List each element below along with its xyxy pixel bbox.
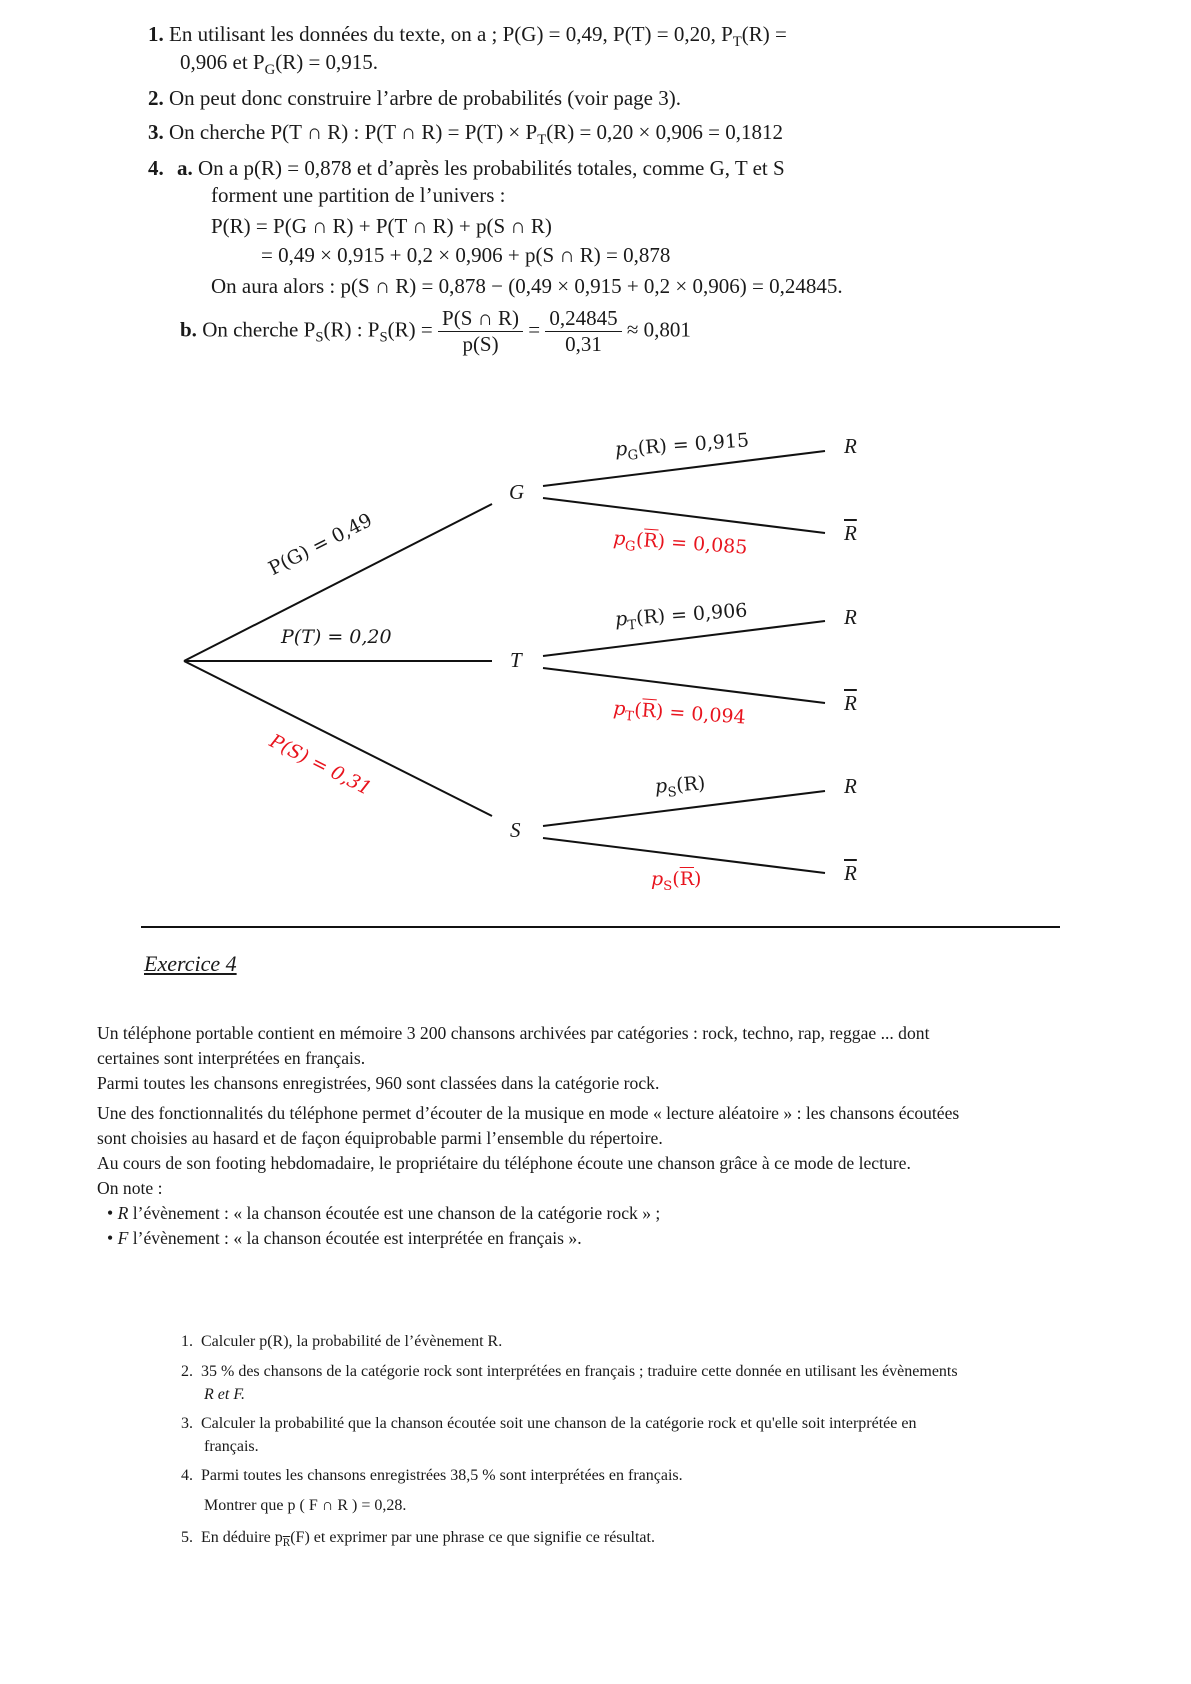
subscript: S	[379, 329, 388, 346]
question-number: 2.	[181, 1363, 193, 1380]
bullet-item: • R l’évènement : « la chanson écoutée est une chanson de la catégorie rock » ;	[107, 1203, 661, 1223]
question-number: 1.	[181, 1333, 193, 1350]
question-text: 35 % des chansons de la catégorie rock sont interprétées en français ; traduire cette donnée en utilisant les évènements	[201, 1363, 958, 1380]
question-text: Calculer p(R), la probabilité de l’évènement R.	[201, 1333, 503, 1350]
node-G: G	[509, 480, 525, 504]
item-text: On peut donc construire l’arbre de probabilités (voir page 3).	[169, 86, 681, 110]
item-text: (R) =	[387, 317, 433, 342]
question-2	[181, 1363, 958, 1381]
item-text: 0,906 et P	[180, 50, 265, 74]
leaf-R: R	[844, 434, 857, 458]
leaf-R-bar: $\overline{R}$	[844, 691, 857, 715]
subscript: R	[282, 1537, 291, 1550]
branch-label-T: P(T) = 0,20	[281, 626, 392, 648]
item-letter: b.	[180, 317, 197, 342]
result: ≈ 0,801	[626, 317, 691, 342]
subscript: S	[315, 329, 324, 346]
paragraph-line: sont choisies au hasard et de façon équiprobable parmi l’ensemble du répertoire.	[97, 1128, 663, 1148]
question-4-line2: Montrer que p ( F ∩ R ) = 0,28.	[204, 1497, 407, 1514]
item-text: (R) : P	[323, 317, 380, 342]
item-text: On cherche P(T ∩ R) : P(T ∩ R) = P(T) × P	[169, 120, 538, 144]
paragraph-line: certaines sont interprétées en français.	[97, 1048, 366, 1068]
item-text-end: (R) = 0,915.	[275, 50, 379, 74]
question-2-line2: R et F.	[204, 1386, 246, 1403]
leaf-R: R	[844, 774, 857, 798]
item-text-end: (R) =	[741, 22, 787, 46]
branch-label-pG-Rbar: $p_G(\overline{R}) = 0,085$	[612, 527, 749, 559]
question-text: Calculer la probabilité que la chanson écoutée soit une chanson de la catégorie rock et qu'elle soit interprétée en	[201, 1415, 917, 1432]
branch-label-pG-R: $p_G(R) = 0,915$	[614, 429, 750, 464]
subscript: G	[264, 62, 276, 79]
fraction-1: $\frac{P(S \cap R)}{p(S)}$	[438, 306, 523, 357]
item-text: On cherche P	[202, 317, 316, 342]
branch-label-pT-Rbar: $p_T(\overline{R}) = 0,094$	[612, 697, 747, 729]
bullet-icon: •	[107, 1203, 118, 1223]
question-3	[181, 1415, 916, 1433]
item-letter: a.	[177, 156, 193, 180]
subscript: T	[537, 132, 547, 149]
question-number: 3.	[181, 1415, 193, 1432]
question-text: (F) et exprimer par une phrase ce que signifie ce résultat.	[290, 1529, 655, 1546]
question-5	[181, 1529, 655, 1549]
item-text: On a p(R) = 0,878 et d’après les probabilités totales, comme G, T et S	[198, 156, 785, 180]
subscript: T	[732, 34, 742, 51]
paragraph-line: On note :	[97, 1178, 163, 1198]
paragraph-line: Une des fonctionnalités du téléphone permet d’écouter de la musique en mode « lecture aléatoire » : les chansons écoutées	[97, 1103, 960, 1123]
question-1	[181, 1333, 502, 1351]
exercise-paragraph	[97, 1021, 959, 1251]
item-number: 2.	[148, 86, 164, 110]
question-text: En déduire p	[201, 1529, 283, 1546]
branch-label-pT-R: $p_T(R) = 0,906$	[614, 599, 749, 634]
branch-label-G: P(G) = 0,49	[265, 509, 376, 580]
item-4a-equation: P(R) = P(G ∩ R) + P(T ∩ R) + p(S ∩ R)	[211, 214, 552, 238]
exercise-title: Exercice 4	[144, 951, 237, 976]
item-text: En utilisant les données du texte, on a ; P(G) = 0,49, P(T) = 0,20, P	[169, 22, 733, 46]
item-number: 1.	[148, 22, 164, 46]
node-T: T	[510, 648, 522, 672]
item-4a-line2: forment une partition de l’univers :	[211, 183, 506, 207]
question-text: Parmi toutes les chansons enregistrées 38,5 % sont interprétées en français.	[201, 1467, 683, 1484]
paragraph-line: Un téléphone portable contient en mémoire 3 200 chansons archivées par catégories : rock, techno, rap, reggae ... dont	[97, 1023, 930, 1043]
leaf-R: R	[844, 605, 857, 629]
item-number: 4.	[148, 156, 164, 180]
equals-sign: =	[528, 317, 541, 342]
branch-label-pS-Rbar: $p_S(\overline{R})$	[651, 868, 702, 894]
branch-label-pS-R: $p_S(R)$	[654, 772, 706, 801]
fraction-2: $\frac{0,24845}{0,31}$	[545, 306, 621, 357]
paragraph-line: Au cours de son footing hebdomadaire, le propriétaire du téléphone écoute une chanson grâce à ce mode de lecture.	[97, 1153, 911, 1173]
question-3-line2: français.	[204, 1438, 259, 1455]
item-4a-equation-line2: = 0,49 × 0,915 + 0,2 × 0,906 + p(S ∩ R) = 0,878	[261, 243, 671, 267]
question-number: 5.	[181, 1529, 193, 1546]
section-divider	[141, 926, 1060, 928]
bullet-item: • F l’évènement : « la chanson écoutée est interprétée en français ».	[107, 1228, 582, 1248]
bullet-icon: •	[107, 1228, 118, 1248]
question-number: 4.	[181, 1467, 193, 1484]
item-number: 3.	[148, 120, 164, 144]
paragraph-line: Parmi toutes les chansons enregistrées, 960 sont classées dans la catégorie rock.	[97, 1073, 660, 1093]
item-4a-result: On aura alors : p(S ∩ R) = 0,878 − (0,49 × 0,915 + 0,2 × 0,906) = 0,24845.	[211, 274, 843, 298]
leaf-R-bar: $\overline{R}$	[844, 861, 857, 885]
leaf-R-bar: $\overline{R}$	[844, 521, 857, 545]
question-4	[181, 1467, 683, 1485]
branch-label-S: P(S) = 0,31	[266, 730, 375, 800]
item-text-end: (R) = 0,20 × 0,906 = 0,1812	[546, 120, 783, 144]
node-S: S	[510, 818, 521, 842]
